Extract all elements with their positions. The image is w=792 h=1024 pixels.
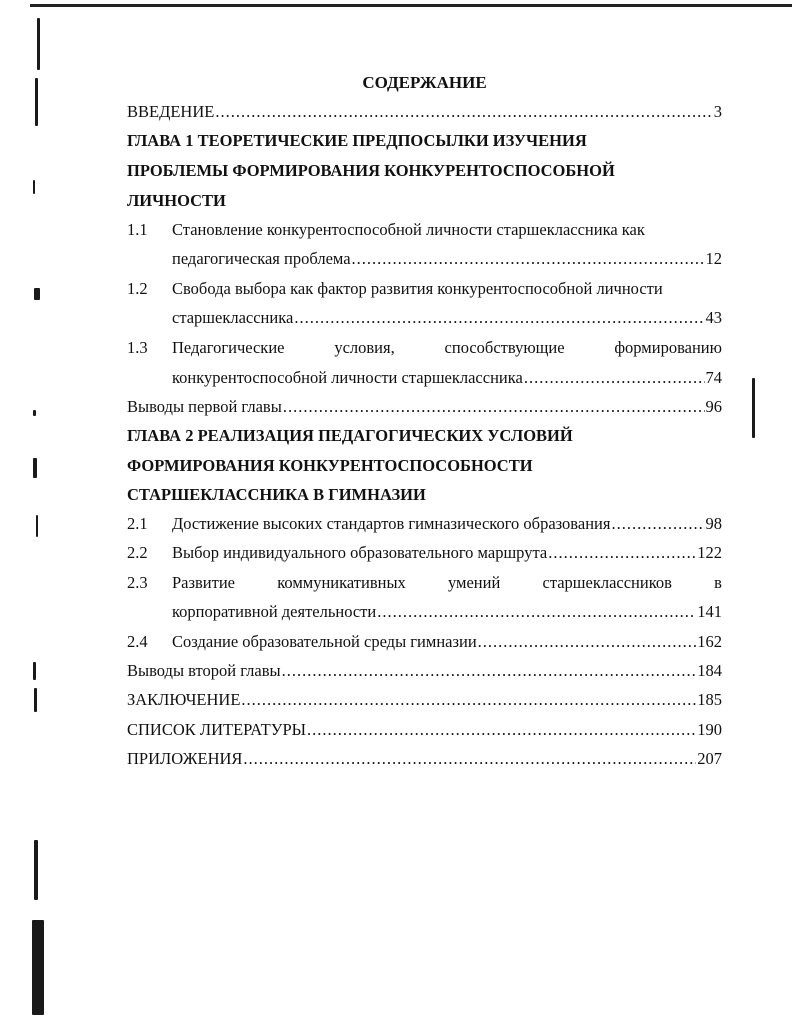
chapter2-heading-line3: СТАРШЕКЛАССНИКА В ГИМНАЗИИ (127, 485, 426, 504)
scan-artifact (752, 378, 755, 438)
dot-leader (294, 304, 704, 332)
page-number: 74 (705, 368, 722, 387)
section-title: Создание образовательной среды гимназии (172, 632, 477, 651)
section-number: 1.2 (127, 279, 148, 298)
toc-section-1-2 (127, 275, 722, 303)
toc-section-2-1 (127, 510, 722, 538)
toc-entry-chapter1-conclusions (127, 393, 722, 421)
section-number: 2.4 (127, 632, 148, 651)
toc-section-2-2 (127, 539, 722, 567)
page-number: 43 (705, 308, 722, 327)
scan-artifact (34, 840, 38, 900)
dot-leader (524, 364, 705, 392)
scan-artifact (36, 515, 38, 537)
section-number: 2.2 (127, 543, 148, 562)
toc-entry-appendices (127, 745, 722, 773)
toc-entry-conclusion (127, 686, 722, 714)
section-number: 2.3 (127, 573, 148, 592)
page-number: 12 (705, 249, 722, 268)
page-number: 184 (697, 661, 722, 680)
section-title-line1: Становление конкурентоспособной личности старшеклассника как (172, 220, 645, 239)
page-number: 141 (697, 602, 722, 621)
title-word: в (714, 573, 722, 592)
chapter1-heading-line3: ЛИЧНОСТИ (127, 191, 226, 210)
scan-top-border (30, 4, 792, 7)
dot-leader (478, 628, 697, 656)
toc-section-1-3-cont (172, 364, 722, 392)
section-title: Выбор индивидуального образовательного маршрута (172, 543, 548, 562)
scan-artifact (35, 78, 38, 126)
page-number: 96 (705, 397, 722, 416)
page-number: 190 (697, 720, 722, 739)
entry-label: ЗАКЛЮЧЕНИЕ (127, 690, 241, 709)
dot-leader (307, 716, 696, 744)
scan-artifact (37, 18, 40, 70)
section-title-line2: конкурентоспособной личности старшеклассника (172, 368, 523, 387)
entry-label: Выводы второй главы (127, 661, 281, 680)
toc-section-2-3 (127, 569, 722, 597)
toc-section-2-3-cont (172, 598, 722, 626)
page-number: 162 (697, 632, 722, 651)
page-number: 185 (697, 690, 722, 709)
section-title-line2: корпоративной деятельности (172, 602, 377, 621)
title-word: старшеклассников (542, 573, 672, 592)
title-word: коммуникативных (277, 573, 406, 592)
section-title-line1 (172, 569, 722, 597)
section-title: Достижение высоких стандартов гимназического образования (172, 514, 611, 533)
entry-label: ПРИЛОЖЕНИЯ (127, 749, 243, 768)
toc-entry-intro (127, 98, 722, 126)
page-number: 98 (705, 514, 722, 533)
dot-leader (283, 393, 705, 421)
toc-section-2-4 (127, 628, 722, 656)
section-number: 1.1 (127, 220, 148, 239)
section-title-line2: старшеклассника (172, 308, 294, 327)
scan-artifact (33, 458, 37, 478)
chapter2-heading-line1: ГЛАВА 2 РЕАЛИЗАЦИЯ ПЕДАГОГИЧЕСКИХ УСЛОВИЙ (127, 426, 573, 445)
toc-entry-chapter2-conclusions (127, 657, 722, 685)
scan-artifact (32, 920, 44, 1015)
toc-section-1-1 (127, 216, 722, 244)
chapter1-heading-line1: ГЛАВА 1 ТЕОРЕТИЧЕСКИЕ ПРЕДПОСЫЛКИ ИЗУЧЕНИЯ (127, 131, 587, 150)
title-word: формированию (614, 338, 722, 357)
title-word: умений (448, 573, 501, 592)
dot-leader (548, 539, 696, 567)
dot-leader (243, 745, 696, 773)
scan-artifact (33, 180, 35, 194)
title-word: условия, (334, 338, 395, 357)
section-title-line1: Свобода выбора как фактор развития конкурентоспособной личности (172, 279, 663, 298)
chapter1-heading-line2: ПРОБЛЕМЫ ФОРМИРОВАНИЯ КОНКУРЕНТОСПОСОБНОЙ (127, 161, 615, 180)
title-word: способствующие (444, 338, 565, 357)
title-word: Развитие (172, 573, 236, 592)
title-word: Педагогические (172, 338, 285, 357)
dot-leader (215, 98, 712, 126)
toc-section-1-2-cont (172, 304, 722, 332)
scan-artifact (34, 288, 40, 300)
scan-artifact (33, 410, 36, 416)
section-title-line1 (172, 334, 722, 362)
section-number: 2.1 (127, 514, 148, 533)
section-number: 1.3 (127, 338, 148, 357)
entry-label: ВВЕДЕНИЕ (127, 102, 215, 121)
toc-title: СОДЕРЖАНИЕ (362, 73, 487, 92)
dot-leader (611, 510, 704, 538)
dot-leader (241, 686, 696, 714)
dot-leader (352, 245, 705, 273)
dot-leader (377, 598, 696, 626)
entry-label: Выводы первой главы (127, 397, 282, 416)
dot-leader (282, 657, 697, 685)
section-title-line2: педагогическая проблема (172, 249, 351, 268)
scan-artifact (34, 688, 37, 712)
toc-section-1-3 (127, 334, 722, 362)
entry-label: СПИСОК ЛИТЕРАТУРЫ (127, 720, 307, 739)
scan-artifact (33, 662, 36, 680)
page-number: 3 (713, 102, 722, 121)
toc-section-1-1-cont (172, 245, 722, 273)
chapter2-heading-line2: ФОРМИРОВАНИЯ КОНКУРЕНТОСПОСОБНОСТИ (127, 456, 533, 475)
page-number: 122 (697, 543, 722, 562)
toc-entry-references (127, 716, 722, 744)
page-number: 207 (697, 749, 722, 768)
